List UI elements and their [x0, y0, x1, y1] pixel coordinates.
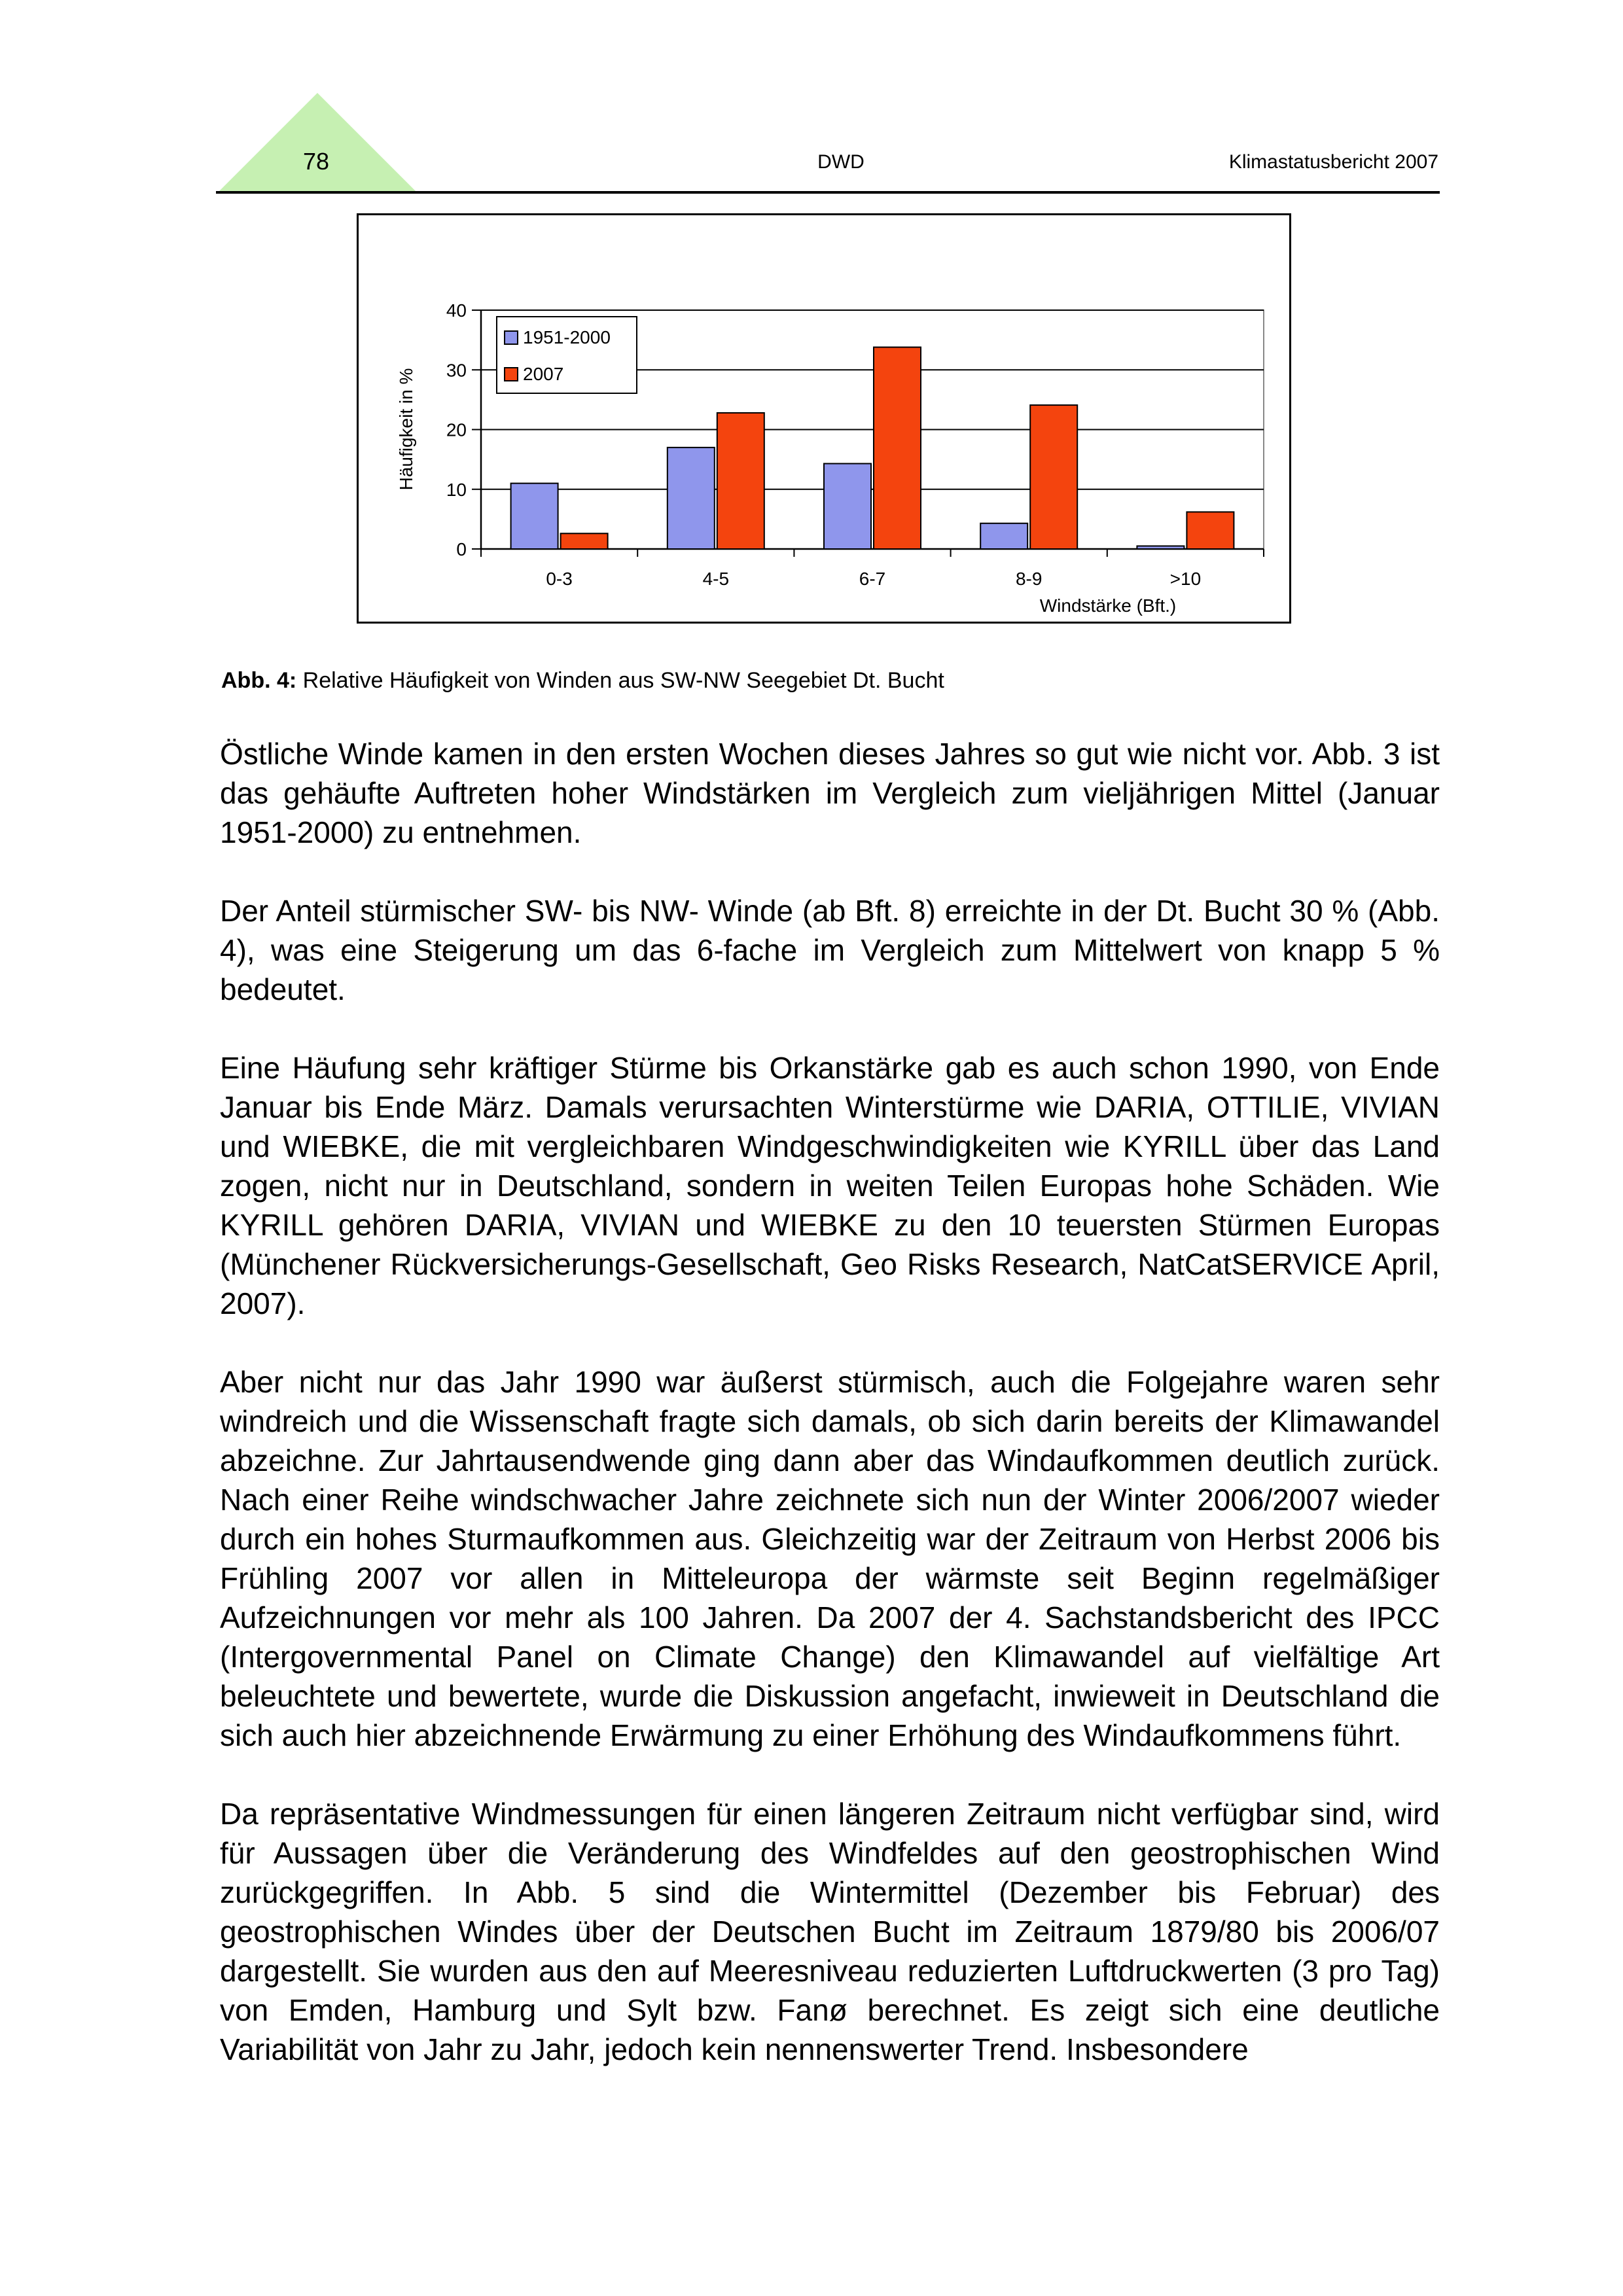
bar-2007-4-5 [717, 413, 764, 549]
bar-2007-0-3 [561, 533, 608, 549]
chart-canvas [359, 215, 1289, 622]
wind-frequency-chart [357, 213, 1291, 624]
y-axis-label: Häufigkeit in % [396, 368, 416, 491]
body-text [220, 734, 1440, 2108]
y-tick-label: 40 [446, 300, 467, 321]
header-rule [216, 191, 1440, 194]
page-number: 78 [302, 148, 330, 175]
figure-caption-text: Relative Häufigkeit von Winden aus SW-NW Seegebiet Dt. Bucht [296, 668, 944, 693]
x-tick-label: 6-7 [859, 569, 886, 589]
figure-caption [221, 664, 1438, 697]
bar-2007-6-7 [874, 347, 921, 549]
x-tick-label: 8-9 [1015, 569, 1043, 589]
legend-label: 1951-2000 [523, 327, 611, 347]
x-axis-label: Windstärke (Bft.) [1039, 595, 1177, 616]
x-tick-label: 0-3 [546, 569, 573, 589]
bar-2007-8-9 [1030, 405, 1077, 549]
header-publisher: DWD [817, 151, 865, 173]
y-tick-label: 10 [446, 479, 467, 500]
x-tick-label: 4-5 [702, 569, 730, 589]
bar-1951-2000-0-3 [511, 484, 558, 549]
bar-1951-2000-8-9 [980, 523, 1027, 549]
y-tick-label: 0 [456, 539, 467, 559]
y-tick-label: 20 [446, 419, 467, 440]
x-tick-label: >10 [1169, 569, 1202, 589]
paragraph: Eine Häufung sehr kräftiger Stürme bis Orkanstärke gab es auch schon 1990, von Ende Januar bis Ende März. Damals verursachten Winterstürme wie DARIA, OTTILIE, VIVIAN und WIEBKE, die mit vergleichbaren Windgeschwindigkeiten wie KYRILL über das Land zogen, nicht nur in Deutschland, sondern in weiten Teilen Europas hohe Schäden. Wie KYRILL gehören DARIA, VIVIAN und WIEBKE zu den 10 teuersten Stürmen Europas (Münchener Rückversicherungs-Gesellschaft, Geo Risks Research, NatCatSERVICE April, 2007). [220, 1051, 1440, 1320]
header-report-title: Klimastatusbericht 2007 [1228, 151, 1438, 173]
figure-caption-label: Abb. 4: [221, 668, 297, 693]
bar-1951-2000->10 [1137, 546, 1184, 549]
bar-2007->10 [1186, 512, 1234, 549]
paragraph: Da repräsentative Windmessungen für einen längeren Zeitraum nicht verfügbar sind, wird für Aussagen über die Veränderung des Windfeldes auf den geostrophischen Wind zurückgegriffen. In Abb. 5 sind die Wintermittel (Dezember bis Februar) des geostrophischen Windes über der Deutschen Bucht im Zeitraum 1879/80 bis 2006/07 dargestellt. Sie wurden aus den auf Meeresniveau reduzierten Luftdruckwerten (3 pro Tag) von Emden, Hamburg und Sylt bzw. Fanø berechnet. Es zeigt sich eine deutliche Variabilität von Jahr zu Jahr, jedoch kein nennenswerter Trend. Insbesondere [220, 1797, 1440, 2066]
legend-label: 2007 [523, 364, 564, 384]
legend-swatch [505, 331, 518, 344]
legend-swatch [505, 368, 518, 381]
paragraph: Östliche Winde kamen in den ersten Wochen dieses Jahres so gut wie nicht vor. Abb. 3 ist das gehäufte Auftreten hoher Windstärken im Vergleich zum vieljährigen Mittel (Januar 1951-2000) zu entnehmen. [220, 737, 1440, 849]
paragraph: Der Anteil stürmischer SW- bis NW- Winde (ab Bft. 8) erreichte in der Dt. Bucht 30 % (Abb. 4), was eine Steigerung um das 6-fache im Vergleich zum Mittelwert von knapp 5 % bedeutet. [220, 894, 1440, 1006]
bar-1951-2000-6-7 [824, 464, 871, 549]
bar-1951-2000-4-5 [668, 448, 715, 549]
paragraph: Aber nicht nur das Jahr 1990 war äußerst stürmisch, auch die Folgejahre waren sehr windreich und die Wissenschaft fragte sich damals, ob sich darin bereits der Klimawandel abzeichne. Zur Jahrtausendwende ging dann aber das Windaufkommen deutlich zurück. Nach einer Reihe windschwacher Jahre zeichnete sich nun der Winter 2006/2007 wieder durch ein hohes Sturmaufkommen aus. Gleichzeitig war der Zeitraum von Herbst 2006 bis Frühling 2007 vor allen in Mitteleuropa der wärmste seit Beginn regelmäßiger Aufzeichnungen vor mehr als 100 Jahren. Da 2007 der 4. Sachstandsbericht des IPCC (Intergovernmental Panel on Climate Change) den Klimawandel auf vielfältige Art beleuchtete und bewertete, wurde die Diskussion angefacht, inwieweit in Deutschland die sich auch hier abzeichnende Erwärmung zu einer Erhöhung des Windaufkommens führt. [220, 1365, 1440, 1752]
y-tick-label: 30 [446, 360, 467, 381]
